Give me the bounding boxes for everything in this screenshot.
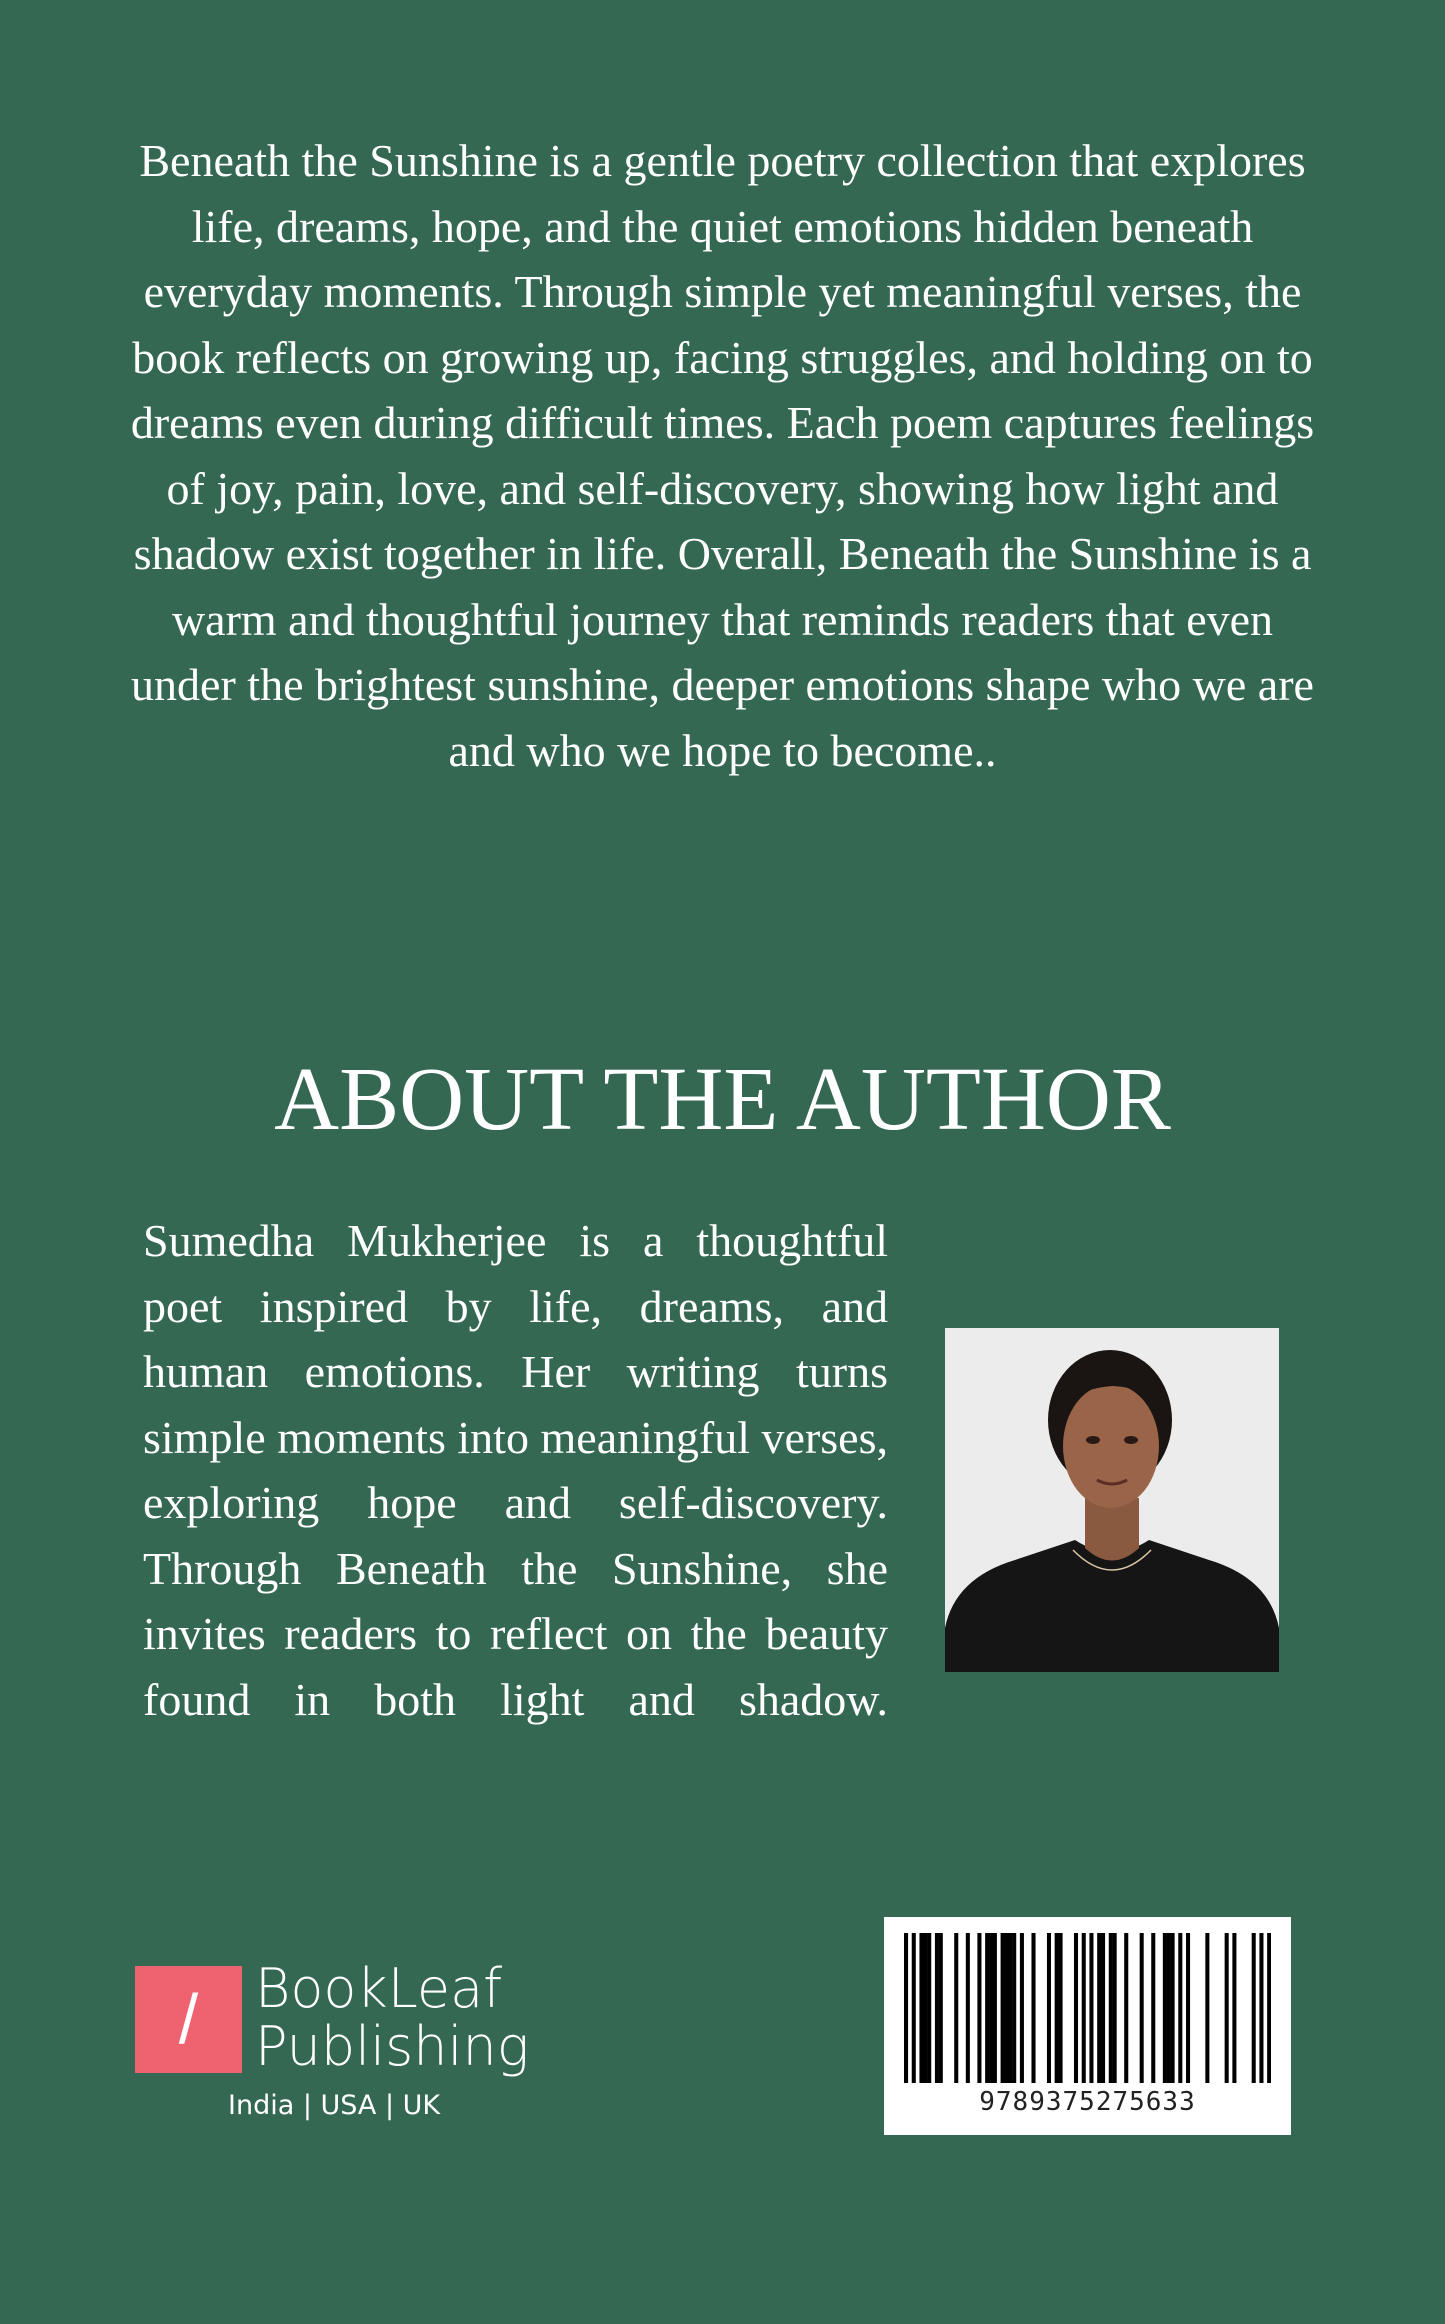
book-blurb: Beneath the Sunshine is a gentle poetry collection that explores life, dreams, hope, and the quiet emotions hidden beneath everyday moments. Through simple yet meaningful verses, the book reflects on growing up, facing struggles, and holding on to dreams even during difficult times. Each poem captures feelings of joy, pain, love, and self-discovery, showing how light and shadow exist together in life. Overall, Beneath the Sunshine is a warm and thoughtful journey that reminds readers that even under the brightest sunshine, deeper emotions shape who we are and who we hope to become.. bbox=[130, 135, 1315, 776]
isbn-number: 9789375275633 bbox=[979, 2087, 1196, 2117]
barcode-bar bbox=[966, 1933, 970, 2083]
barcode-bar bbox=[919, 1933, 923, 2083]
barcode-bar bbox=[912, 1933, 916, 2083]
barcode-bar bbox=[935, 1933, 939, 2083]
barcode-bar bbox=[1001, 1933, 1005, 2083]
barcode-bar bbox=[1031, 1933, 1035, 2083]
barcode-bar bbox=[1101, 1933, 1105, 2083]
barcode-bar bbox=[1004, 1933, 1008, 2083]
barcode-bars bbox=[904, 1933, 1271, 2083]
slash-logo-mark: / bbox=[135, 1966, 242, 2073]
barcode-bar bbox=[1109, 1933, 1113, 2083]
barcode-bar bbox=[1113, 1933, 1117, 2083]
barcode-bar bbox=[1205, 1933, 1209, 2083]
barcode-bar bbox=[1055, 1933, 1059, 2083]
barcode-bar bbox=[1151, 1933, 1155, 2083]
barcode-bar bbox=[1059, 1933, 1063, 2083]
barcode-bar bbox=[1012, 1933, 1016, 2083]
publisher-name bbox=[255, 1957, 555, 2078]
barcode-bar bbox=[1074, 1933, 1078, 2083]
barcode-bar bbox=[904, 1933, 908, 2083]
barcode-bar bbox=[1171, 1933, 1175, 2083]
author-photo bbox=[945, 1328, 1279, 1672]
barcode-bar bbox=[1097, 1933, 1101, 2083]
barcode-bar bbox=[1047, 1933, 1051, 2083]
barcode-bar bbox=[993, 1933, 997, 2083]
barcode-bar bbox=[989, 1933, 993, 2083]
barcode-bar bbox=[1089, 1933, 1093, 2083]
author-bio: Sumedha Mukherjee is a thoughtful poet inspired by life, dreams, and human emotions. Her writing turns simple moments into meaningful verses, exploring hope and self-discovery. Through Beneath the Sunshine, she invites readers to reflect on the beauty found in both light and shadow. bbox=[143, 1215, 888, 1725]
barcode-bar bbox=[927, 1933, 931, 2083]
publisher-regions: India | USA | UK bbox=[228, 2090, 441, 2121]
publisher-name-line2: Publishing bbox=[255, 2015, 530, 2078]
barcode-bar bbox=[1186, 1933, 1190, 2083]
barcode-bar bbox=[1259, 1933, 1263, 2083]
barcode-bar bbox=[1140, 1933, 1144, 2083]
about-author-heading: ABOUT THE AUTHOR bbox=[274, 1050, 1171, 1149]
barcode-bar bbox=[1124, 1933, 1128, 2083]
barcode-bar bbox=[1167, 1933, 1171, 2083]
barcode-bar bbox=[1178, 1933, 1182, 2083]
barcode-bar bbox=[1225, 1933, 1229, 2083]
barcode-bar bbox=[977, 1933, 981, 2083]
barcode-bar bbox=[1020, 1933, 1024, 2083]
publisher-logo bbox=[135, 1957, 535, 2140]
barcode-bar bbox=[1008, 1933, 1012, 2083]
barcode-bar bbox=[1232, 1933, 1236, 2083]
barcode-bar bbox=[1267, 1933, 1271, 2083]
barcode-bar bbox=[1163, 1933, 1167, 2083]
barcode-bar bbox=[939, 1933, 943, 2083]
barcode-bar bbox=[985, 1933, 989, 2083]
barcode-bar bbox=[954, 1933, 958, 2083]
publisher-name-line1: BookLeaf bbox=[255, 1957, 503, 2020]
barcode-bar bbox=[923, 1933, 927, 2083]
isbn-barcode bbox=[884, 1917, 1291, 2135]
barcode-bar bbox=[1082, 1933, 1086, 2083]
barcode-bar bbox=[1252, 1933, 1256, 2083]
